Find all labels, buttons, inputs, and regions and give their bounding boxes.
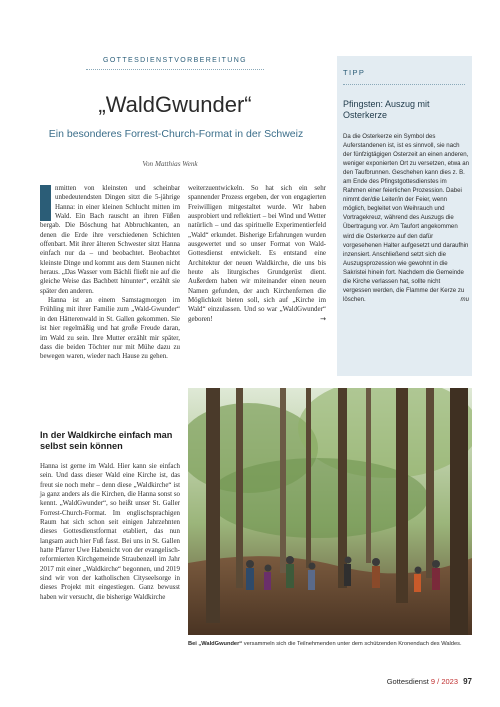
paragraph: Hanna ist gerne im Wald. Hier kann sie einfach sein. Und dass dieser Wald eine Kirche ist, das freut sie noch mehr – denn diese „Waldkirche“ ist ja ganz anders als die Kirchen, die Hanna sonst so kennt. „WaldGwunder“, so heißt unser St. Galler Forrest-Church-Format. Im englischsprachigen Raum hat sich schon seit einigen Jahrzehnten dieses Gottesdienstformat etabliert, das nun langsam auch hier Fuß fasst. Bei uns in St. Gallen hatte Pfarrer Uwe Habenicht von der evangelisch-reformierten Kirchgemeinde Straubenzell im Jahr 2017 mit einer „Waldkirche“ begonnen, und 2019 sind wir von der katholischen Cityseelsorge in dieses Projekt mit eingestiegen. Ganz bewusst haben wir versucht, die bisherige Waldkirche: [40, 462, 180, 601]
continue-arrow-icon: →: [320, 314, 326, 323]
paragraph: weiterzuentwickeln. So hat sich ein sehr spannender Prozess ergeben, der von engagierten Freiwilligen mitgestaltet wurde. Wir haben ausprobiert und reflektiert – bei Wind und Wetter natürlich – und das spirituelle Experimentierfeld „Wald“ erkundet. Bisherige Erfahrungen wurden ausgewertet und so unser Format von Wald-Gottesdienst entwickelt. Es entstand eine Architektur der neuen Waldkirche, die uns bis heute als liturgisches Grundgerüst dient. Außerdem haben wir miteinander einen neuen Namen gefunden, der auch Kirchenfernen die Möglichkeit bieten soll, sich auf „Kirche im Wald“ einzulassen. Und so war „WaldGwunder“ geboren! →: [188, 184, 326, 323]
paragraph: Hanna ist an einem Samstagmorgen im Frühling mit ihrer Familie zum „Wald-Gwunder“ in den Hätterenwald in St. Gallen gekommen. Sie ist hier regelmäßig und hat große Freude daran, im Wald zu sein. Ihre Mutter erzählt mir später, dass die beiden Töchter nur mit Mühe dazu zu bewegen waren, wieder nach Hause zu gehen.: [40, 296, 180, 361]
article-column-1: [40, 184, 180, 362]
tip-signature: mu: [460, 295, 469, 303]
drop-cap: [40, 185, 51, 221]
magazine-name: Gottesdienst: [386, 677, 429, 686]
article-column-1-continued: [40, 462, 180, 602]
article-column-2: [188, 184, 326, 324]
article-subtitle: Ein besonderes Forrest-Church-Format in der Schweiz: [48, 128, 304, 140]
article-title: „WaldGwunder“: [98, 92, 252, 117]
section-subheading: In der Waldkirche einfach man selbst sein können: [40, 430, 173, 451]
photo-caption: Bei „WaldGwunder“ versammeln sich die Teilnehmenden unter dem schützenden Kronendach des Waldes.: [188, 641, 462, 647]
page-footer: [372, 677, 472, 686]
page-number: 97: [463, 677, 472, 686]
tip-body: Da die Osterkerze ein Symbol des Auferstandenen ist, ist es sinnvoll, sie nach der fünfzigtägigen Osterzeit an einen anderen, weniger exponierten Ort zu versetzen, etwa an den Taufbrunnen. Geschehen kann dies z. B. am Ende des Pfingstgottesdienstes im Rahmen einer feierlichen Prozession. Dabei nimmt der/die Leiter/in der Feier, wenn möglich, begleitet von Weihrauch und Vortragekreuz, während des Auszugs die Übertragung vor. Am Taufort angekommen wird die Osterkerze auf den dafür vorgesehenen Halter aufgesetzt und daraufhin inzensiert. Anschließend setzt sich die Auszugsprozession wie gewohnt in die Sakristei hinein fort. Nachdem die Gemeinde die Kirche verlassen hat, sollte nicht vergessen werden, die Flamme der Kerze zu löschen. mu: [343, 133, 470, 303]
paragraph: nmitten von kleinsten und scheinbar unbedeutendsten Dingen sitzt die 5-jährige Hanna: in einer kleinen Schlucht mitten im Wald. Ein Bach rauscht an ihren Füßen bergab. Die Böschung hat Abbruchkanten, an denen die Erde ihre verschiedenen Schichten offenbart. Mit ihrer älteren Schwester sitzt Hanna einfach nur da – und beobachtet. Beobachtet kleinste Dinge und kommt aus dem Staunen nicht heraus. „Das Wasser vom Bächli fließt nie auf die gleiche Weise das Bachbett hinunter“, erzählt sie später den anderen.: [40, 184, 180, 295]
tip-label: TIPP: [343, 68, 465, 85]
tip-title: Pfingsten: Auszug mit Osterkerze: [343, 99, 430, 120]
issue-number: 9 / 2023: [430, 677, 458, 686]
author-byline: Von Matthias Wenk: [142, 160, 198, 168]
forest-photo: [188, 388, 472, 635]
section-label: GOTTESDIENSTVORBEREITUNG: [86, 57, 264, 70]
